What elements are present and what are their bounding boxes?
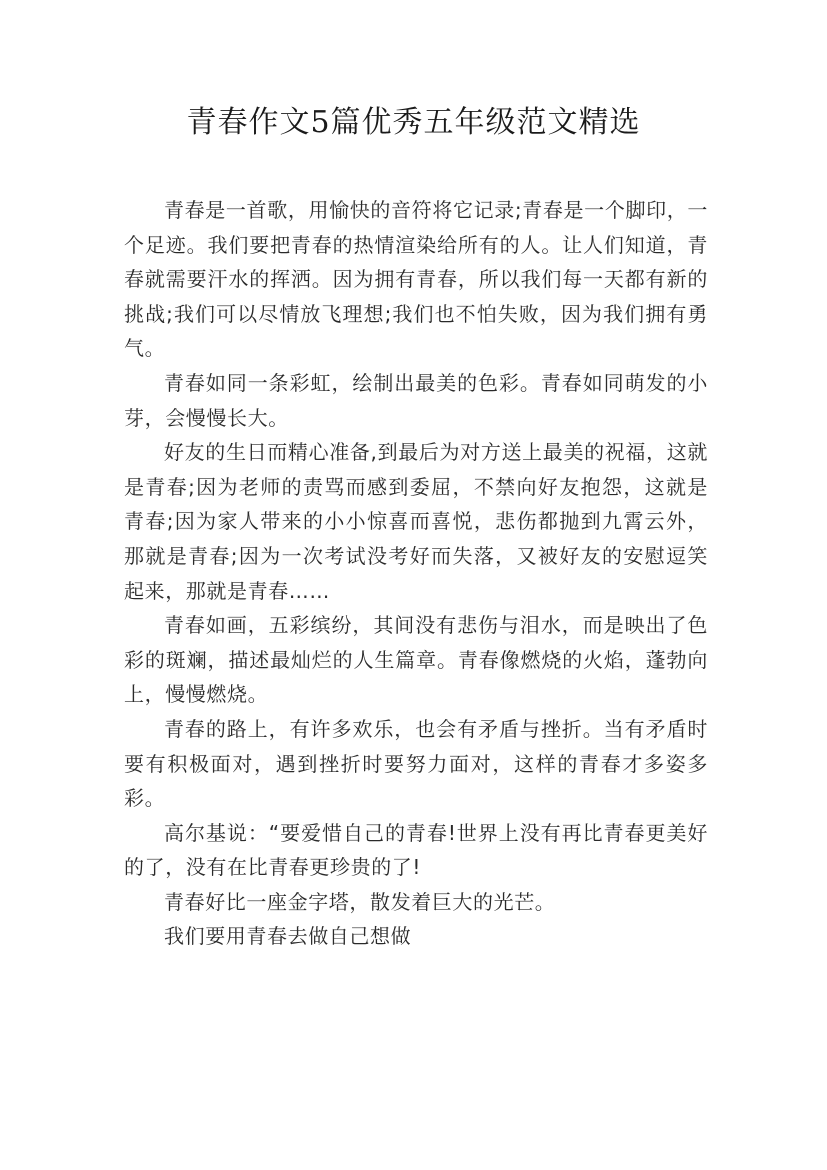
paragraph: 青春如画，五彩缤纷，其间没有悲伤与泪水，而是映出了色彩的斑斓，描述最灿烂的人生篇章。青春像燃烧的火焰，蓬勃向上，慢慢燃烧。 <box>124 613 708 707</box>
paragraph: 青春好比一座金字塔，散发着巨大的光芒。 <box>164 889 556 914</box>
paragraph: 青春是一首歌，用愉快的音符将它记录;青春是一个脚印，一个足迹。我们要把青春的热情渲染给所有的人。让人们知道，青春就需要汗水的挥洒。因为拥有青春，所以我们每一天都有新的挑战;我们可以尽情放飞理想;我们也不怕失败，因为我们拥有勇气。 <box>124 198 708 361</box>
paragraph: 我们要用青春去做自己想做 <box>164 924 412 949</box>
paragraph: 高尔基说：“要爱惜自己的青春!世界上没有再比青春更美好的了，没有在比青春更珍贵的了! <box>124 820 708 880</box>
paragraph: 青春如同一条彩虹，绘制出最美的色彩。青春如同萌发的小芽，会慢慢长大。 <box>124 370 708 430</box>
document-body <box>124 193 708 954</box>
document-title: 青春作文5篇优秀五年级范文精选 <box>186 105 641 140</box>
paragraph: 好友的生日而精心准备,到最后为对方送上最美的祝福，这就是青春;因为老师的责骂而感到委屈，不禁向好友抱怨，这就是青春;因为家人带来的小小惊喜而喜悦，悲伤都抛到九霄云外，那就是青春;因为一次考试没考好而失落，又被好友的安慰逗笑起来，那就是青春…… <box>124 440 708 603</box>
paragraph: 青春的路上，有许多欢乐，也会有矛盾与挫折。当有矛盾时要有积极面对，遇到挫折时要努力面对，这样的青春才多姿多彩。 <box>124 716 708 811</box>
